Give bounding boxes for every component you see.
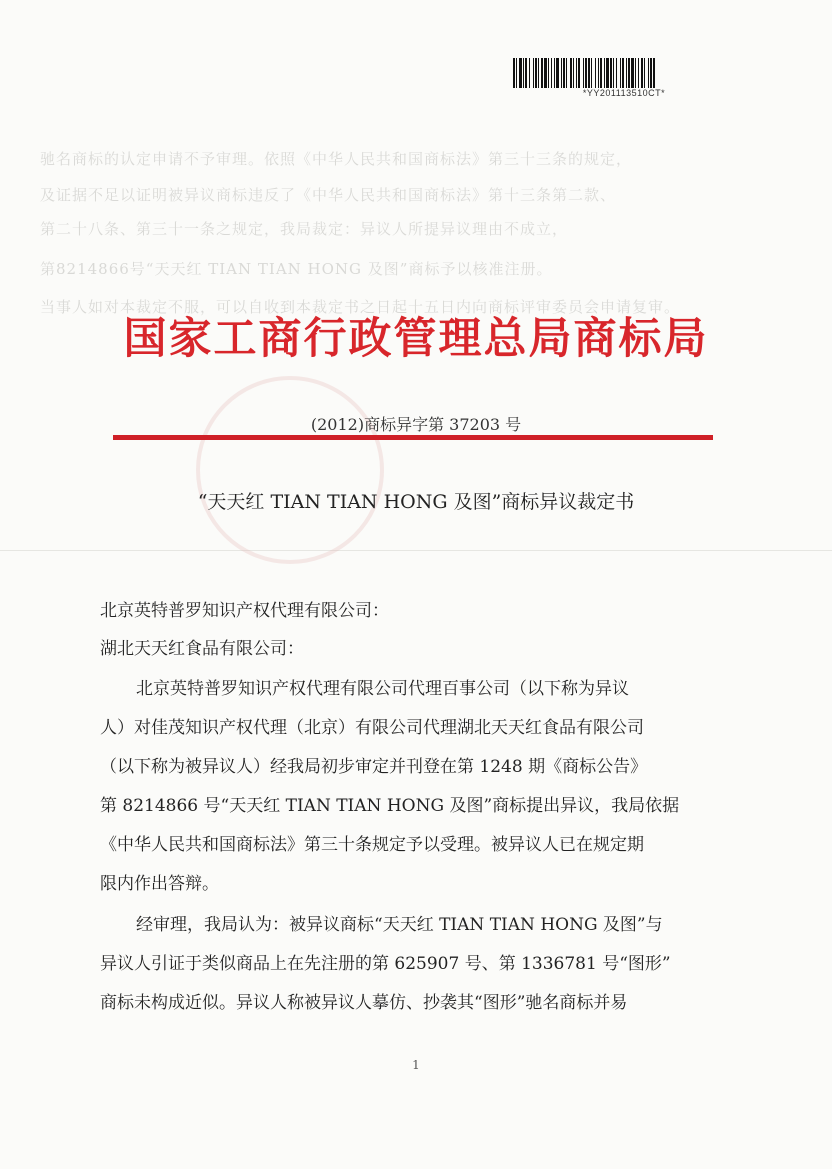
- bleed-through-line: 当事人如对本裁定不服，可以自收到本裁定书之日起十五日内向商标评审委员会申请复审。: [40, 298, 681, 316]
- page-number: 1: [412, 1058, 420, 1072]
- paragraph-line: 异议人引证于类似商品上在先注册的第 625907 号、第 1336781 号“图形”: [100, 954, 671, 974]
- barcode: [512, 58, 736, 88]
- addressee-line: 北京英特普罗知识产权代理有限公司：: [100, 601, 389, 621]
- bleed-through-line: 第8214866号“天天红 TIAN TIAN HONG 及图”商标予以核准注册。: [40, 260, 553, 278]
- bleed-through-line: 第二十八条、第三十一条之规定，我局裁定：异议人所提异议理由不成立，: [40, 220, 569, 238]
- paragraph-line: （以下称为被异议人）经我局初步审定并刊登在第 1248 期《商标公告》: [100, 757, 648, 777]
- bleed-through-line: 驰名商标的认定申请不予审理。依照《中华人民共和国商标法》第三十三条的规定，: [40, 150, 633, 168]
- paragraph-line: 商标未构成近似。异议人称被异议人摹仿、抄袭其“图形”驰名商标并易: [100, 993, 628, 1013]
- document-title: “天天红 TIAN TIAN HONG 及图”商标异议裁定书: [197, 491, 635, 513]
- paragraph-line: 人）对佳茂知识产权代理（北京）有限公司代理湖北天天红食品有限公司: [100, 718, 644, 738]
- paragraph-line: 限内作出答辩。: [100, 874, 219, 894]
- scan-fold-line: [0, 550, 832, 551]
- paragraph-line: 《中华人民共和国商标法》第三十条规定予以受理。被异议人已在规定期: [100, 835, 644, 855]
- paragraph-line: 北京英特普罗知识产权代理有限公司代理百事公司（以下称为异议: [136, 679, 629, 699]
- bleed-through-line: 及证据不足以证明被异议商标违反了《中华人民共和国商标法》第十三条第二款、: [40, 186, 617, 204]
- barcode-label: *YY201113510CT*: [582, 88, 666, 98]
- addressee-line: 湖北天天红食品有限公司：: [100, 639, 304, 659]
- document-number: (2012)商标异字第 37203 号: [310, 415, 522, 434]
- red-rule-divider: [113, 435, 713, 440]
- agency-name: 国家工商行政管理总局商标局: [123, 314, 709, 364]
- faded-seal-stamp: [196, 376, 384, 564]
- paragraph-line: 第 8214866 号“天天红 TIAN TIAN HONG 及图”商标提出异议，我局依据: [100, 796, 680, 816]
- paragraph-line: 经审理，我局认为：被异议商标“天天红 TIAN TIAN HONG 及图”与: [136, 915, 663, 935]
